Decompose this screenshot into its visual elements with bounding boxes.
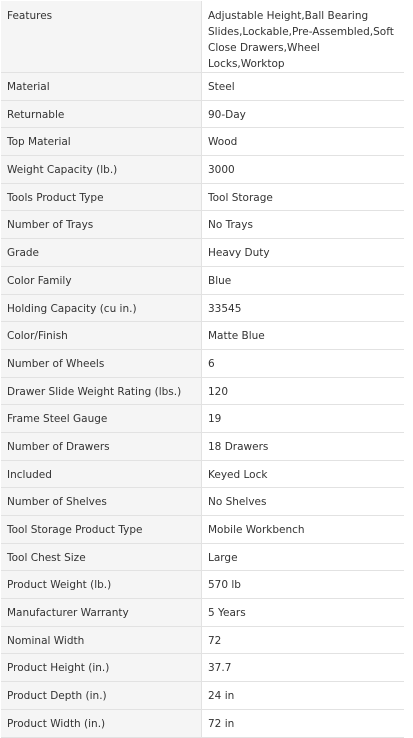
spec-label: Product Width (in.) bbox=[1, 709, 202, 737]
spec-row-returnable bbox=[1, 100, 404, 128]
spec-row-product-width bbox=[1, 709, 404, 737]
spec-value: 33545 bbox=[202, 294, 405, 322]
spec-row-features bbox=[1, 1, 404, 73]
spec-value: Adjustable Height,Ball Bearing Slides,Lockable,Pre-Assembled,Soft Close Drawers,Wheel Locks,Worktop bbox=[202, 1, 405, 73]
spec-label: Grade bbox=[1, 239, 202, 267]
spec-label: Features bbox=[1, 1, 202, 73]
spec-label: Returnable bbox=[1, 100, 202, 128]
spec-label: Tool Storage Product Type bbox=[1, 516, 202, 544]
spec-label: Nominal Width bbox=[1, 626, 202, 654]
spec-row-holding-capacity bbox=[1, 294, 404, 322]
spec-label: Weight Capacity (lb.) bbox=[1, 156, 202, 184]
spec-value: 18 Drawers bbox=[202, 432, 405, 460]
spec-value: 72 bbox=[202, 626, 405, 654]
spec-row-top-material bbox=[1, 128, 404, 156]
spec-value: 72 in bbox=[202, 709, 405, 737]
spec-label: Included bbox=[1, 460, 202, 488]
spec-value: Heavy Duty bbox=[202, 239, 405, 267]
spec-row-manufacturer-warranty bbox=[1, 599, 404, 627]
spec-label: Color/Finish bbox=[1, 322, 202, 350]
spec-value: No Shelves bbox=[202, 488, 405, 516]
spec-value: Tool Storage bbox=[202, 183, 405, 211]
spec-value: 19 bbox=[202, 405, 405, 433]
spec-value: 120 bbox=[202, 377, 405, 405]
spec-row-frame-steel-gauge bbox=[1, 405, 404, 433]
spec-row-color-finish bbox=[1, 322, 404, 350]
spec-value: 90-Day bbox=[202, 100, 405, 128]
spec-label: Product Height (in.) bbox=[1, 654, 202, 682]
spec-value: Steel bbox=[202, 73, 405, 101]
spec-row-tool-chest-size bbox=[1, 543, 404, 571]
spec-label: Holding Capacity (cu in.) bbox=[1, 294, 202, 322]
spec-label: Tool Chest Size bbox=[1, 543, 202, 571]
spec-row-product-depth bbox=[1, 682, 404, 710]
spec-label: Number of Trays bbox=[1, 211, 202, 239]
spec-value: Keyed Lock bbox=[202, 460, 405, 488]
spec-label: Number of Drawers bbox=[1, 432, 202, 460]
spec-row-material bbox=[1, 73, 404, 101]
spec-value: Wood bbox=[202, 128, 405, 156]
spec-label: Manufacturer Warranty bbox=[1, 599, 202, 627]
specifications-table bbox=[1, 1, 404, 738]
spec-row-number-of-drawers bbox=[1, 432, 404, 460]
spec-label: Frame Steel Gauge bbox=[1, 405, 202, 433]
spec-value: Blue bbox=[202, 266, 405, 294]
spec-row-number-of-wheels bbox=[1, 349, 404, 377]
spec-value: 37.7 bbox=[202, 654, 405, 682]
spec-row-product-height bbox=[1, 654, 404, 682]
spec-value: 570 lb bbox=[202, 571, 405, 599]
spec-row-nominal-width bbox=[1, 626, 404, 654]
spec-label: Product Depth (in.) bbox=[1, 682, 202, 710]
spec-value: Matte Blue bbox=[202, 322, 405, 350]
spec-value: 3000 bbox=[202, 156, 405, 184]
spec-label: Color Family bbox=[1, 266, 202, 294]
spec-row-drawer-slide-weight-rating bbox=[1, 377, 404, 405]
spec-label: Drawer Slide Weight Rating (lbs.) bbox=[1, 377, 202, 405]
spec-label: Number of Shelves bbox=[1, 488, 202, 516]
spec-row-number-of-shelves bbox=[1, 488, 404, 516]
spec-row-tools-product-type bbox=[1, 183, 404, 211]
spec-row-number-of-trays bbox=[1, 211, 404, 239]
spec-value: Mobile Workbench bbox=[202, 516, 405, 544]
spec-value: 24 in bbox=[202, 682, 405, 710]
spec-label: Top Material bbox=[1, 128, 202, 156]
spec-row-included bbox=[1, 460, 404, 488]
spec-row-product-weight bbox=[1, 571, 404, 599]
spec-label: Product Weight (lb.) bbox=[1, 571, 202, 599]
spec-row-grade bbox=[1, 239, 404, 267]
spec-value: 6 bbox=[202, 349, 405, 377]
spec-row-weight-capacity bbox=[1, 156, 404, 184]
spec-label: Material bbox=[1, 73, 202, 101]
spec-value: 5 Years bbox=[202, 599, 405, 627]
spec-label: Tools Product Type bbox=[1, 183, 202, 211]
spec-value: No Trays bbox=[202, 211, 405, 239]
spec-row-color-family bbox=[1, 266, 404, 294]
spec-label: Number of Wheels bbox=[1, 349, 202, 377]
spec-row-tool-storage-product-type bbox=[1, 516, 404, 544]
specifications-body bbox=[1, 1, 404, 737]
spec-value: Large bbox=[202, 543, 405, 571]
